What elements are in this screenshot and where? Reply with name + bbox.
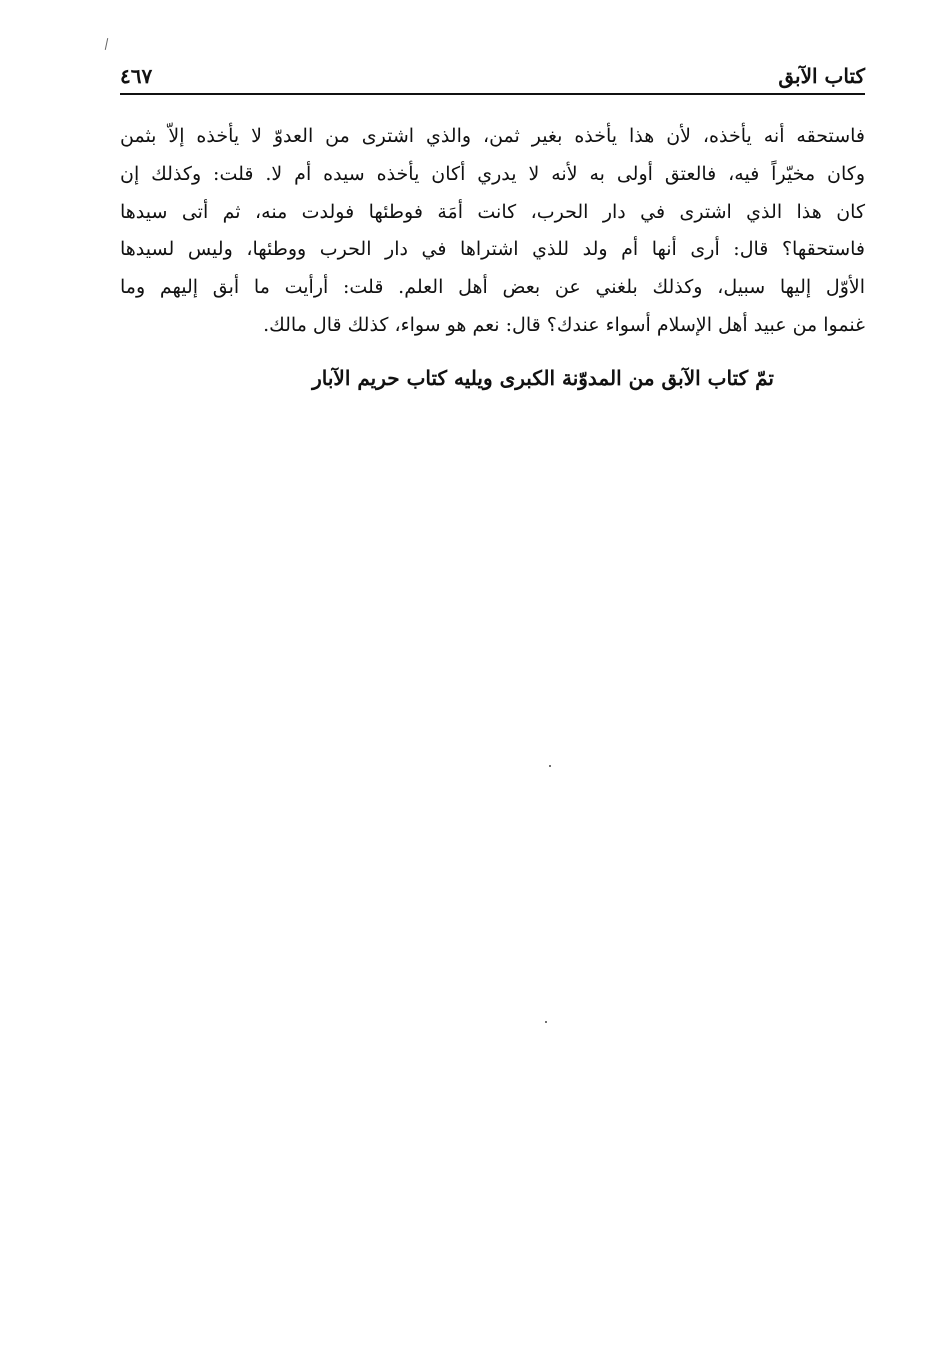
text-line: فاستحقه أنه يأخذه، لأن هذا يأخذه بغير ثمن، والذي اشترى من العدوّ لا يأخذه إلاّ بثمن xyxy=(120,125,865,147)
text-line: غنموا من عبيد أهل الإسلام أسواء عندك؟ قال: نعم هو سواء، كذلك قال مالك. xyxy=(263,313,865,336)
scan-speck xyxy=(549,765,551,767)
text-line: وكان مخيّراً فيه، فالعتق أولى به لأنه لا يدري أكان يأخذه سيده أم لا. قلت: وكذلك إن xyxy=(120,162,865,185)
colophon: تمّ كتاب الآبق من المدوّنة الكبرى ويليه كتاب حريم الآبار xyxy=(312,366,774,390)
header-rule xyxy=(120,93,865,95)
scan-mark xyxy=(105,38,108,50)
text-line: الأوّل إليها سبيل، وكذلك بلغني عن بعض أهل العلم. قلت: أرأيت ما أبق إليهم وما xyxy=(120,276,865,299)
page-number: ٤٦٧ xyxy=(120,64,153,88)
text-line: فاستحقها؟ قال: أرى أنها أم ولد للذي اشتراها في دار الحرب ووطئها، وليس لسيدها xyxy=(120,238,865,261)
page-header xyxy=(120,60,865,94)
text-line: كان هذا الذي اشترى في دار الحرب، كانت أمَة فوطئها فولدت منه، ثم أتى سيدها xyxy=(120,200,865,223)
body-paragraph xyxy=(120,118,865,345)
scan-speck xyxy=(545,1021,547,1023)
running-title: كتاب الآبق xyxy=(778,64,865,88)
